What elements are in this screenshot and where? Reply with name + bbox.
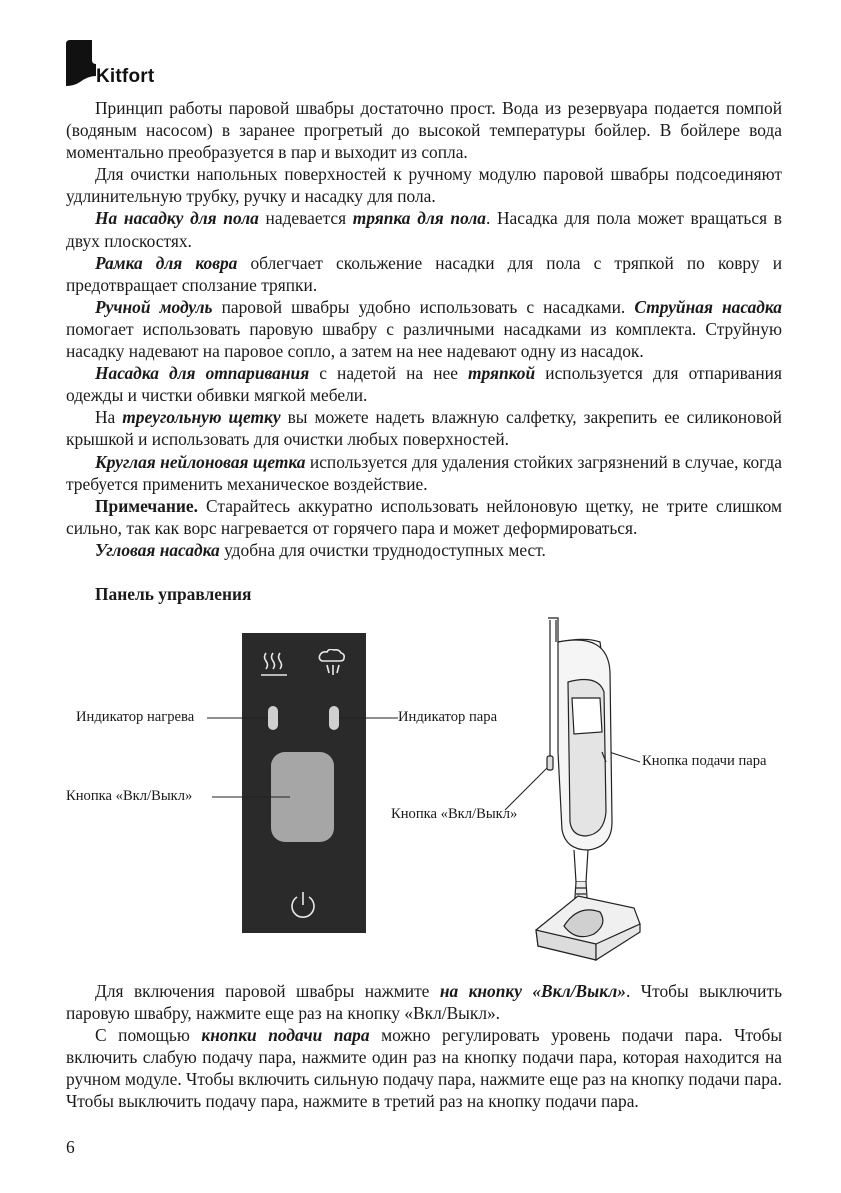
paragraph [66,1024,782,1112]
term: Круглая нейлоновая щетка [95,451,306,472]
text: . Чтобы выключить паровую швабру, нажмите еще раз на кнопку «Вкл/Выкл». [66,981,783,1024]
term: Ручной модуль [95,296,213,317]
heat-indicator-label: Индикатор нагрева [76,709,195,725]
text: облегчает скольжение насадки для пола с тряпкой по ковру и предотвращает сползание тряпки. [66,252,783,295]
onoff-label-right: Кнопка «Вкл/Выкл» [391,806,518,822]
paragraph: Для очистки напольных поверхностей к ручному модулю паровой швабры подсоединяют удлинительную трубку, ручку и насадку для пола. [66,164,782,207]
text: используется для удаления стойких загрязнений в случае, когда требуется применить механическое воздействие. [66,451,782,494]
term: кнопки подачи пара [201,1025,370,1046]
text: . Насадка для пола может вращаться в двух плоскостях. [66,208,782,251]
term: треугольную щетку [122,407,281,428]
term: тряпкой [468,363,536,384]
text: Старайтесь аккуратно использовать нейлоновую щетку, не трите слишком сильно, так как ворс нагревается от горячего пара и может деформироваться. [66,495,782,538]
term: На насадку для пола [95,208,259,229]
usage-text [66,980,782,1113]
text: Для включения паровой швабры нажмите [95,981,440,1001]
term: Насадка для отпаривания [95,363,310,384]
steam-mop-illustration [528,612,658,962]
term: Угловая насадка [95,539,220,560]
text: помогает использовать паровую швабру с различными насадками из комплекта. Струйную насадку надевают на паровое сопло, а затем на нее надевают одну из насадок. [66,318,782,362]
term: Рамка для ковра [95,252,238,273]
text: можно регулировать уровень подачи пара. Чтобы включить слабую подачу пара, нажмите один раз на кнопку подачи пара, которая находится на ручном модуле. Чтобы включить сильную подачу пара, нажмите еще раз на кнопку подачи пара. Чтобы выключить подачу пара, нажмите в третий раз на кнопку подачи пара. [66,1025,783,1112]
text: используется для отпаривания одежды и чистки обивки мягкой мебели. [66,363,782,406]
text: паровой швабры удобно использовать с насадками. [212,296,635,317]
note-label: Примечание. [95,495,198,516]
text: С помощью [95,1025,202,1046]
page-number: 6 [66,1137,75,1157]
term: тряпка для пола [352,208,486,229]
brand-name: Kitfort [96,66,155,87]
steam-indicator-label: Индикатор пара [398,709,498,725]
term: Струйная насадка [634,296,782,317]
paragraph [66,980,782,1024]
text: удобна для очистки труднодоступных мест. [219,539,546,560]
text: надевается [258,208,353,229]
onoff-label-left: Кнопка «Вкл/Выкл» [66,788,193,804]
section-title: Панель управления [95,584,252,604]
steam-button-label: Кнопка подачи пара [642,753,767,769]
text: вы можете надеть влажную салфетку, закрепить ее силиконовой крышкой и использовать для очистки любых поверхностей. [66,407,782,450]
text: На [95,407,123,428]
term: на кнопку «Вкл/Выкл» [439,981,627,1001]
text: с надетой на нее [309,363,469,384]
paragraph: Принцип работы паровой швабры достаточно прост. Вода из резервуара подается помпой (водяным насосом) в заранее прогретый до высокой температуры бойлер. В бойлере вода моментально преобразуется в пар и выходит из сопла. [66,98,782,163]
